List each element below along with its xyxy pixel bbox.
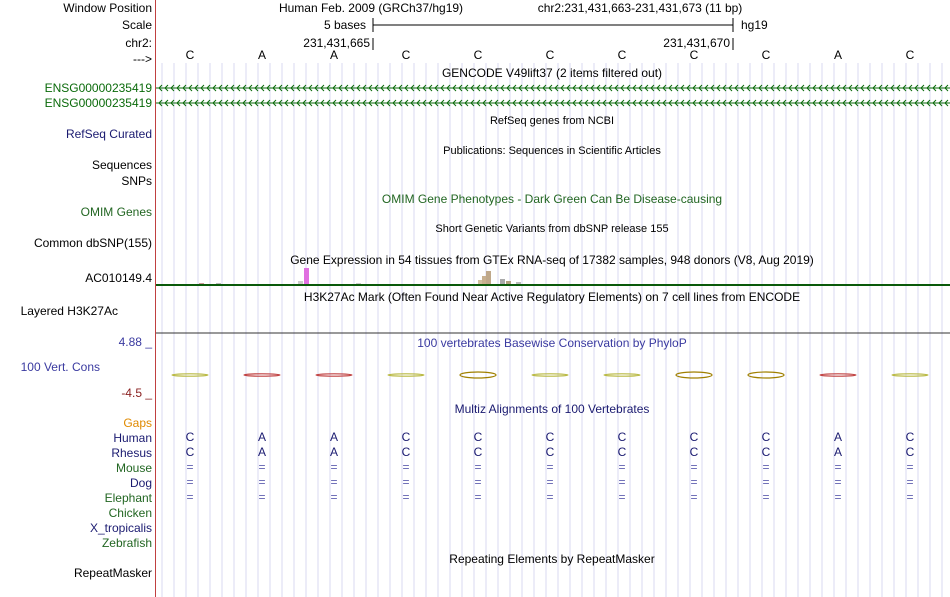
- gtex-bar: [486, 271, 491, 284]
- base-letter: C: [617, 48, 627, 62]
- alignment-base: A: [833, 445, 842, 459]
- alignment-base: =: [402, 490, 410, 504]
- alignment-base: C: [761, 445, 771, 459]
- base-letter: A: [833, 48, 842, 62]
- alignment-base: =: [762, 460, 770, 474]
- alignment-base: C: [545, 430, 555, 444]
- alignment-base: C: [689, 445, 699, 459]
- alignment-base: =: [402, 475, 410, 489]
- alignment-base: =: [258, 475, 266, 489]
- alignment-base: =: [834, 475, 842, 489]
- alignment-base: C: [473, 445, 483, 459]
- alignment-base: C: [905, 430, 915, 444]
- position-text: chr2:231,431,663-231,431,673 (11 bp): [537, 1, 743, 15]
- phylop-mark: [604, 374, 640, 376]
- phylop-mark: [748, 372, 784, 378]
- alignment-base: =: [258, 490, 266, 504]
- base-letter: C: [689, 48, 699, 62]
- species-label-rhesus[interactable]: Rhesus: [111, 446, 152, 460]
- alignment-base: C: [689, 430, 699, 444]
- gtex-bar: [516, 282, 521, 284]
- repeatmasker-track-title[interactable]: Repeating Elements by RepeatMasker: [449, 552, 655, 566]
- phylop-mark: [244, 374, 280, 376]
- species-label-x_tropicalis[interactable]: X_tropicalis: [89, 521, 152, 535]
- omim-track-label[interactable]: OMIM Genes: [80, 205, 152, 219]
- coord-left: 231,431,665: [303, 36, 370, 50]
- alignment-base: =: [618, 490, 626, 504]
- gencode-item-2-label[interactable]: ENSG00000235419: [44, 96, 152, 110]
- base-letter: C: [905, 48, 915, 62]
- alignment-base: =: [834, 460, 842, 474]
- chrom-label: chr2:: [125, 36, 152, 50]
- phylop-mark: [892, 374, 928, 376]
- alignment-base: C: [473, 430, 483, 444]
- coord-right: 231,431,670: [663, 36, 730, 50]
- alignment-base: =: [474, 475, 482, 489]
- alignment-base: =: [474, 460, 482, 474]
- h3k27ac-track-title[interactable]: H3K27Ac Mark (Often Found Near Active Regulatory Elements) on 7 cell lines from ENCODE: [303, 290, 801, 304]
- window-position-label: Window Position: [63, 1, 152, 15]
- snps-track-label[interactable]: SNPs: [121, 174, 152, 188]
- phylop-mark: [316, 374, 352, 376]
- phylop-mark: [388, 374, 424, 376]
- gencode-track-title[interactable]: GENCODE V49lift37 (2 items filtered out): [441, 66, 663, 80]
- phylop-mark: [676, 372, 712, 378]
- species-label-human[interactable]: Human: [113, 431, 152, 445]
- alignment-base: C: [185, 445, 195, 459]
- repeatmasker-track-label[interactable]: RepeatMasker: [73, 566, 152, 580]
- phylop-mark: [532, 374, 568, 376]
- alignment-base: =: [330, 490, 338, 504]
- alignment-base: A: [329, 430, 338, 444]
- alignment-base: C: [185, 430, 195, 444]
- gtex-bar: [216, 283, 221, 284]
- alignment-base: =: [330, 475, 338, 489]
- alignment-base: =: [834, 490, 842, 504]
- alignment-base: C: [617, 445, 627, 459]
- alignment-base: =: [402, 460, 410, 474]
- species-label-mouse[interactable]: Mouse: [115, 461, 152, 475]
- phylop-mark: [820, 374, 856, 376]
- alignment-base: A: [257, 430, 266, 444]
- alignment-base: =: [546, 490, 554, 504]
- base-letter: C: [401, 48, 411, 62]
- alignment-base: C: [401, 430, 411, 444]
- gtex-bar: [500, 279, 505, 284]
- alignment-base: =: [762, 490, 770, 504]
- track-labels: [0, 0, 155, 597]
- alignment-base: =: [906, 460, 914, 474]
- track-area[interactable]: [156, 0, 950, 597]
- alignment-base: =: [546, 475, 554, 489]
- phylop-min-label: -4.5 _: [121, 386, 152, 400]
- alignment-base: =: [618, 475, 626, 489]
- dbsnp-track-title[interactable]: Short Genetic Variants from dbSNP release 155: [435, 223, 669, 235]
- multiz-track-title[interactable]: Multiz Alignments of 100 Vertebrates: [454, 402, 650, 416]
- alignment-base: A: [329, 445, 338, 459]
- base-letter: A: [329, 48, 338, 62]
- alignment-base: =: [690, 460, 698, 474]
- gtex-track-title[interactable]: Gene Expression in 54 tissues from GTEx RNA-seq of 17382 samples, 948 donors (V8, Aug 2019): [290, 253, 814, 267]
- alignment-base: C: [617, 430, 627, 444]
- refseq-track-title[interactable]: RefSeq genes from NCBI: [489, 115, 615, 127]
- species-label-dog[interactable]: Dog: [129, 476, 152, 490]
- species-label-zebrafish[interactable]: Zebrafish: [101, 536, 152, 550]
- gtex-bar: [506, 281, 511, 284]
- alignment-base: C: [761, 430, 771, 444]
- base-letter: A: [257, 48, 266, 62]
- phylop-track-label[interactable]: 100 Vert. Cons: [20, 360, 100, 374]
- publications-track-title[interactable]: Publications: Sequences in Scientific Articles: [443, 145, 661, 157]
- alignment-base: =: [690, 475, 698, 489]
- gtex-gene-label[interactable]: AC010149.4: [85, 271, 152, 285]
- species-label-elephant[interactable]: Elephant: [104, 491, 152, 505]
- alignment-base: C: [401, 445, 411, 459]
- alignment-base: =: [690, 490, 698, 504]
- alignment-base: =: [330, 460, 338, 474]
- alignment-base: C: [905, 445, 915, 459]
- alignment-base: =: [618, 460, 626, 474]
- gtex-bar: [304, 268, 309, 284]
- scale-text: 5 bases: [323, 18, 366, 32]
- base-letter: C: [761, 48, 771, 62]
- phylop-track-title[interactable]: 100 vertebrates Basewise Conservation by PhyloP: [417, 336, 687, 350]
- base-letter: C: [473, 48, 483, 62]
- base-letter: C: [185, 48, 195, 62]
- gtex-bar: [356, 283, 361, 284]
- gaps-track-label[interactable]: Gaps: [123, 416, 152, 430]
- alignment-base: =: [906, 475, 914, 489]
- sequences-track-label[interactable]: Sequences: [91, 158, 152, 172]
- gtex-bar: [298, 281, 303, 284]
- base-letter: C: [545, 48, 555, 62]
- phylop-mark: [460, 372, 496, 378]
- alignment-base: =: [546, 460, 554, 474]
- refseq-track-label[interactable]: RefSeq Curated: [65, 127, 152, 141]
- alignment-base: =: [258, 460, 266, 474]
- phylop-mark: [172, 374, 208, 376]
- dbsnp-track-label[interactable]: Common dbSNP(155): [33, 236, 152, 250]
- scale-label: Scale: [121, 18, 152, 32]
- alignment-base: =: [762, 475, 770, 489]
- scale-db: hg19: [741, 18, 768, 32]
- alignment-base: =: [906, 490, 914, 504]
- alignment-base: =: [186, 490, 194, 504]
- omim-track-title[interactable]: OMIM Gene Phenotypes - Dark Green Can Be Disease-causing: [381, 192, 723, 206]
- strand-arrow-label: --->: [133, 52, 152, 66]
- phylop-max-label: 4.88 _: [118, 335, 152, 349]
- alignment-base: =: [474, 490, 482, 504]
- alignment-base: A: [257, 445, 266, 459]
- assembly-title: Human Feb. 2009 (GRCh37/hg19): [278, 1, 464, 15]
- h3k27ac-track-label[interactable]: Layered H3K27Ac: [20, 304, 118, 318]
- gencode-item-1-label[interactable]: ENSG00000235419: [44, 81, 152, 95]
- alignment-base: C: [545, 445, 555, 459]
- alignment-base: =: [186, 460, 194, 474]
- alignment-base: =: [186, 475, 194, 489]
- alignment-base: A: [833, 430, 842, 444]
- species-label-chicken[interactable]: Chicken: [108, 506, 152, 520]
- gtex-bar: [199, 283, 204, 284]
